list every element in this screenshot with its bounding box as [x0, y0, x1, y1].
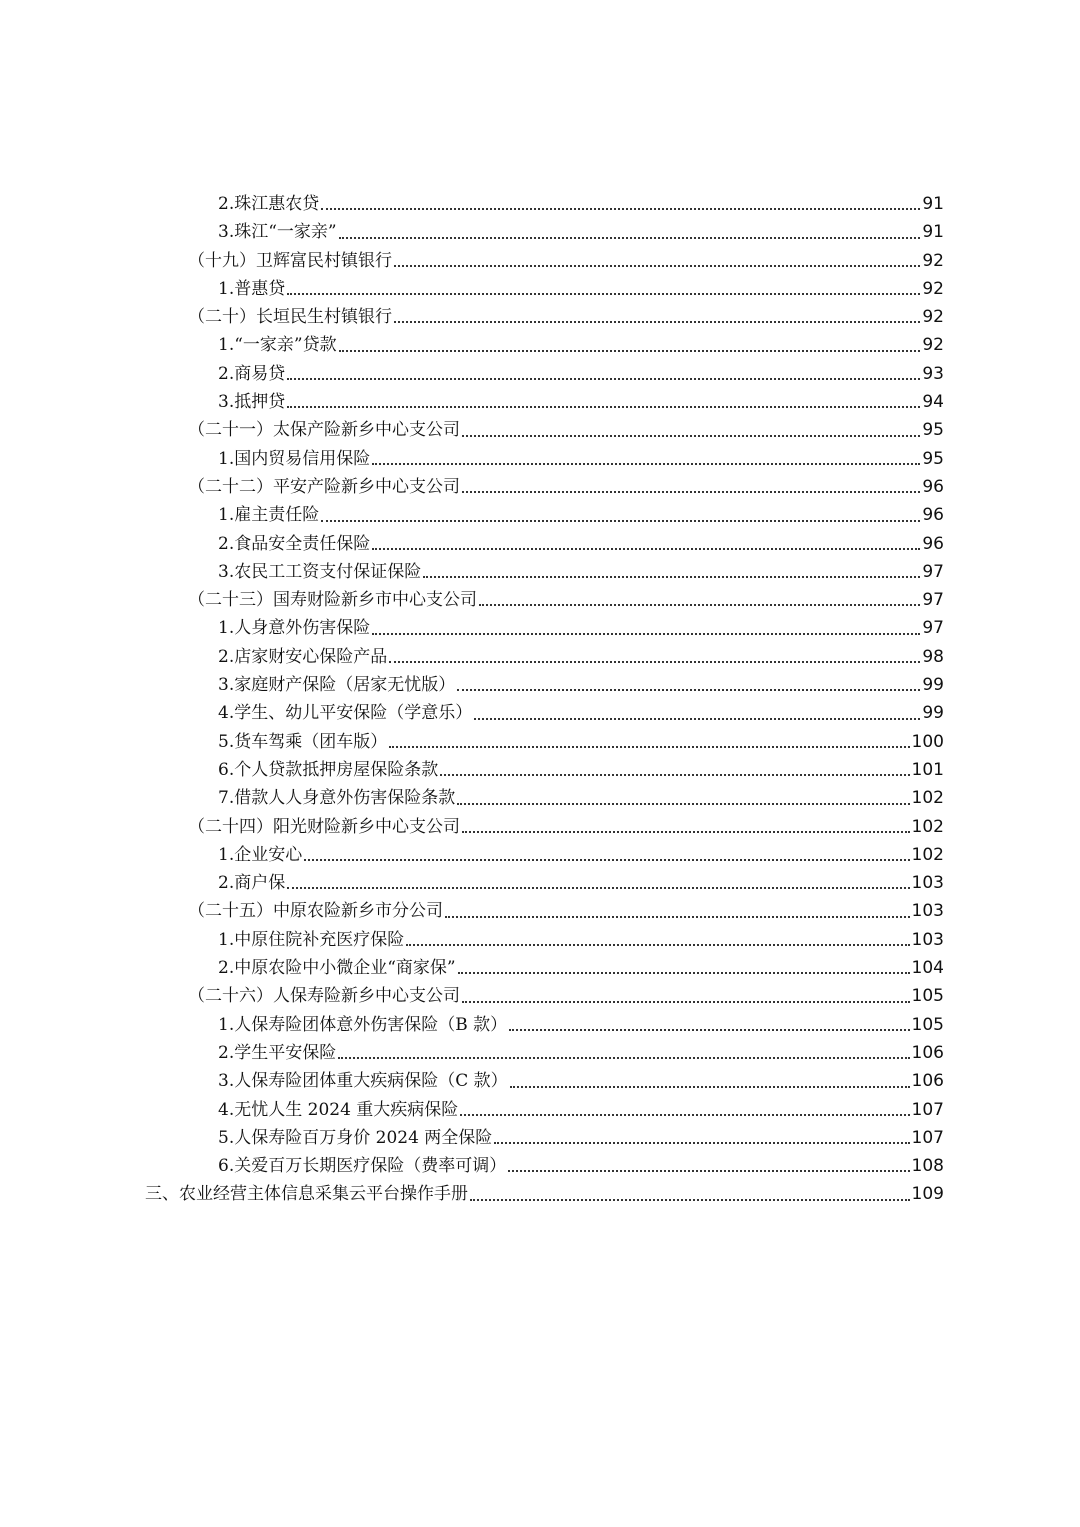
toc-entry-page-number: 99 [922, 675, 944, 696]
toc-entry[interactable] [0, 614, 1080, 642]
toc-entry[interactable] [0, 275, 1080, 303]
dot-leader [287, 886, 909, 889]
toc-entry[interactable] [0, 303, 1080, 331]
toc-entry[interactable] [0, 728, 1080, 756]
dot-leader [372, 462, 920, 465]
toc-entry-page-number: 107 [911, 1127, 944, 1148]
toc-entry-page-number: 102 [911, 816, 944, 837]
toc-entry-page-number: 92 [922, 307, 944, 328]
dot-leader [474, 717, 920, 720]
toc-entry-title: （二十三）国寿财险新乡市中心支公司 [188, 590, 477, 611]
table-of-contents [0, 190, 1080, 1209]
toc-entry[interactable] [0, 388, 1080, 416]
toc-entry-page-number: 97 [922, 618, 944, 639]
dot-leader [510, 1085, 910, 1088]
toc-entry-page-number: 100 [911, 731, 944, 752]
dot-leader [389, 745, 909, 748]
toc-entry-page-number: 95 [922, 420, 944, 441]
toc-entry-title: 5.人保寿险百万身价 2024 两全保险 [218, 1127, 493, 1148]
toc-entry[interactable] [0, 530, 1080, 558]
toc-entry-page-number: 106 [911, 1071, 944, 1092]
toc-entry[interactable] [0, 1011, 1080, 1039]
dot-leader [372, 632, 920, 635]
dot-leader [470, 1198, 910, 1201]
toc-entry-title: 5.货车驾乘（团车版） [218, 731, 388, 752]
toc-entry[interactable] [0, 643, 1080, 671]
dot-leader [339, 349, 921, 352]
toc-entry-title: 2.食品安全责任保险 [218, 533, 371, 554]
toc-entry[interactable] [0, 586, 1080, 614]
toc-entry-page-number: 94 [922, 392, 944, 413]
dot-leader [394, 264, 920, 267]
dot-leader [462, 434, 920, 437]
dot-leader [321, 519, 920, 522]
toc-entry-title: （二十四）阳光财险新乡中心支公司 [188, 816, 460, 837]
toc-entry[interactable] [0, 1124, 1080, 1152]
toc-entry[interactable] [0, 869, 1080, 897]
toc-entry[interactable] [0, 1180, 1080, 1208]
toc-entry-title: 7.借款人人身意外伤害保险条款 [218, 788, 456, 809]
toc-entry[interactable] [0, 218, 1080, 246]
toc-entry-title: 4.学生、幼儿平安保险（学意乐） [218, 703, 473, 724]
toc-entry-page-number: 97 [922, 561, 944, 582]
toc-entry[interactable] [0, 671, 1080, 699]
toc-entry-title: 1.人保寿险团体意外伤害保险（B 款） [218, 1014, 508, 1035]
dot-leader [394, 320, 920, 323]
dot-leader [287, 292, 920, 295]
toc-entry[interactable] [0, 1152, 1080, 1180]
toc-entry-title: 1.企业安心 [218, 844, 303, 865]
toc-entry-page-number: 101 [911, 759, 944, 780]
dot-leader [287, 377, 920, 380]
toc-entry[interactable] [0, 926, 1080, 954]
toc-entry-title: （二十六）人保寿险新乡中心支公司 [188, 986, 460, 1007]
dot-leader [321, 207, 920, 210]
toc-entry[interactable] [0, 473, 1080, 501]
toc-entry[interactable] [0, 982, 1080, 1010]
toc-entry[interactable] [0, 841, 1080, 869]
toc-entry[interactable] [0, 699, 1080, 727]
toc-entry-title: 2.学生平安保险 [218, 1042, 337, 1063]
toc-entry-page-number: 105 [911, 986, 944, 1007]
dot-leader [508, 1169, 909, 1172]
toc-entry-page-number: 103 [911, 901, 944, 922]
dot-leader [458, 971, 910, 974]
dot-leader [457, 802, 909, 805]
dot-leader [440, 773, 909, 776]
toc-entry-page-number: 103 [911, 873, 944, 894]
toc-entry-title: （二十二）平安产险新乡中心支公司 [188, 476, 460, 497]
dot-leader [462, 1000, 910, 1003]
toc-entry-title: 6.个人贷款抵押房屋保险条款 [218, 759, 439, 780]
toc-entry-page-number: 97 [922, 590, 944, 611]
dot-leader [460, 1113, 909, 1116]
toc-entry-page-number: 105 [911, 1014, 944, 1035]
dot-leader [372, 547, 920, 550]
dot-leader [457, 688, 920, 691]
toc-entry[interactable] [0, 501, 1080, 529]
toc-entry-page-number: 102 [911, 844, 944, 865]
dot-leader [494, 1141, 909, 1144]
toc-entry-title: 2.商户保 [218, 873, 286, 894]
toc-entry[interactable] [0, 445, 1080, 473]
toc-entry-title: 1.“一家亲”贷款 [218, 335, 337, 356]
dot-leader [304, 858, 909, 861]
dot-leader [423, 575, 920, 578]
toc-entry-title: 3.珠江“一家亲” [218, 222, 337, 243]
toc-entry-title: 三、农业经营主体信息采集云平台操作手册 [145, 1184, 468, 1205]
dot-leader [509, 1028, 909, 1031]
toc-entry-page-number: 108 [911, 1156, 944, 1177]
toc-entry[interactable] [0, 247, 1080, 275]
toc-entry[interactable] [0, 331, 1080, 359]
toc-entry[interactable] [0, 813, 1080, 841]
dot-leader [338, 1056, 909, 1059]
toc-entry-title: 1.人身意外伤害保险 [218, 618, 371, 639]
toc-entry-title: 1.普惠贷 [218, 278, 286, 299]
toc-entry-title: （二十）长垣民生村镇银行 [188, 307, 392, 328]
dot-leader [406, 943, 909, 946]
toc-entry[interactable] [0, 1039, 1080, 1067]
dot-leader [339, 236, 921, 239]
toc-entry-title: 2.店家财安心保险产品 [218, 646, 388, 667]
toc-entry-title: 3.家庭财产保险（居家无忧版） [218, 675, 456, 696]
toc-entry-page-number: 91 [922, 194, 944, 214]
toc-entry[interactable] [0, 756, 1080, 784]
dot-leader [445, 915, 910, 918]
toc-entry[interactable] [0, 360, 1080, 388]
toc-entry-title: 1.中原住院补充医疗保险 [218, 929, 405, 950]
toc-entry-title: 1.雇主责任险 [218, 505, 320, 526]
toc-entry-title: 1.国内贸易信用保险 [218, 448, 371, 469]
toc-entry-page-number: 103 [911, 929, 944, 950]
toc-entry-title: 2.中原农险中小微企业“商家保” [218, 958, 456, 979]
dot-leader [462, 490, 920, 493]
toc-entry-page-number: 92 [922, 335, 944, 356]
toc-entry[interactable] [0, 954, 1080, 982]
toc-entry[interactable] [0, 1096, 1080, 1124]
toc-entry-page-number: 92 [922, 278, 944, 299]
toc-entry-page-number: 92 [922, 250, 944, 271]
toc-entry-title: 2.商易贷 [218, 363, 286, 384]
toc-entry-title: （二十五）中原农险新乡市分公司 [188, 901, 443, 922]
toc-entry-page-number: 96 [922, 505, 944, 526]
dot-leader [389, 660, 920, 663]
toc-entry-title: 3.农民工工资支付保证保险 [218, 561, 422, 582]
toc-entry-page-number: 102 [911, 788, 944, 809]
toc-entry-page-number: 95 [922, 448, 944, 469]
toc-entry-page-number: 96 [922, 533, 944, 554]
toc-entry[interactable] [0, 784, 1080, 812]
dot-leader [287, 405, 920, 408]
toc-entry-title: （二十一）太保产险新乡中心支公司 [188, 420, 460, 441]
toc-entry-page-number: 91 [922, 222, 944, 243]
toc-entry-title: （十九）卫辉富民村镇银行 [188, 250, 392, 271]
toc-entry-title: 6.关爱百万长期医疗保险（费率可调） [218, 1156, 507, 1177]
toc-entry-title: 3.抵押贷 [218, 392, 286, 413]
dot-leader [462, 830, 910, 833]
toc-entry[interactable] [0, 1067, 1080, 1095]
toc-entry-page-number: 96 [922, 476, 944, 497]
toc-entry-page-number: 93 [922, 363, 944, 384]
toc-entry[interactable] [0, 897, 1080, 925]
dot-leader [479, 603, 920, 606]
toc-entry-page-number: 104 [911, 958, 944, 979]
toc-entry-title: 4.无忧人生 2024 重大疾病保险 [218, 1099, 459, 1120]
toc-entry-title: 3.人保寿险团体重大疾病保险（C 款） [218, 1071, 508, 1092]
toc-entry-page-number: 99 [922, 703, 944, 724]
toc-entry[interactable] [0, 416, 1080, 444]
toc-entry[interactable] [0, 190, 1080, 218]
toc-entry-page-number: 106 [911, 1042, 944, 1063]
toc-entry-page-number: 107 [911, 1099, 944, 1120]
toc-entry-page-number: 109 [911, 1184, 944, 1205]
toc-entry[interactable] [0, 558, 1080, 586]
toc-entry-title: 2.珠江惠农贷 [218, 194, 320, 214]
toc-entry-page-number: 98 [922, 646, 944, 667]
